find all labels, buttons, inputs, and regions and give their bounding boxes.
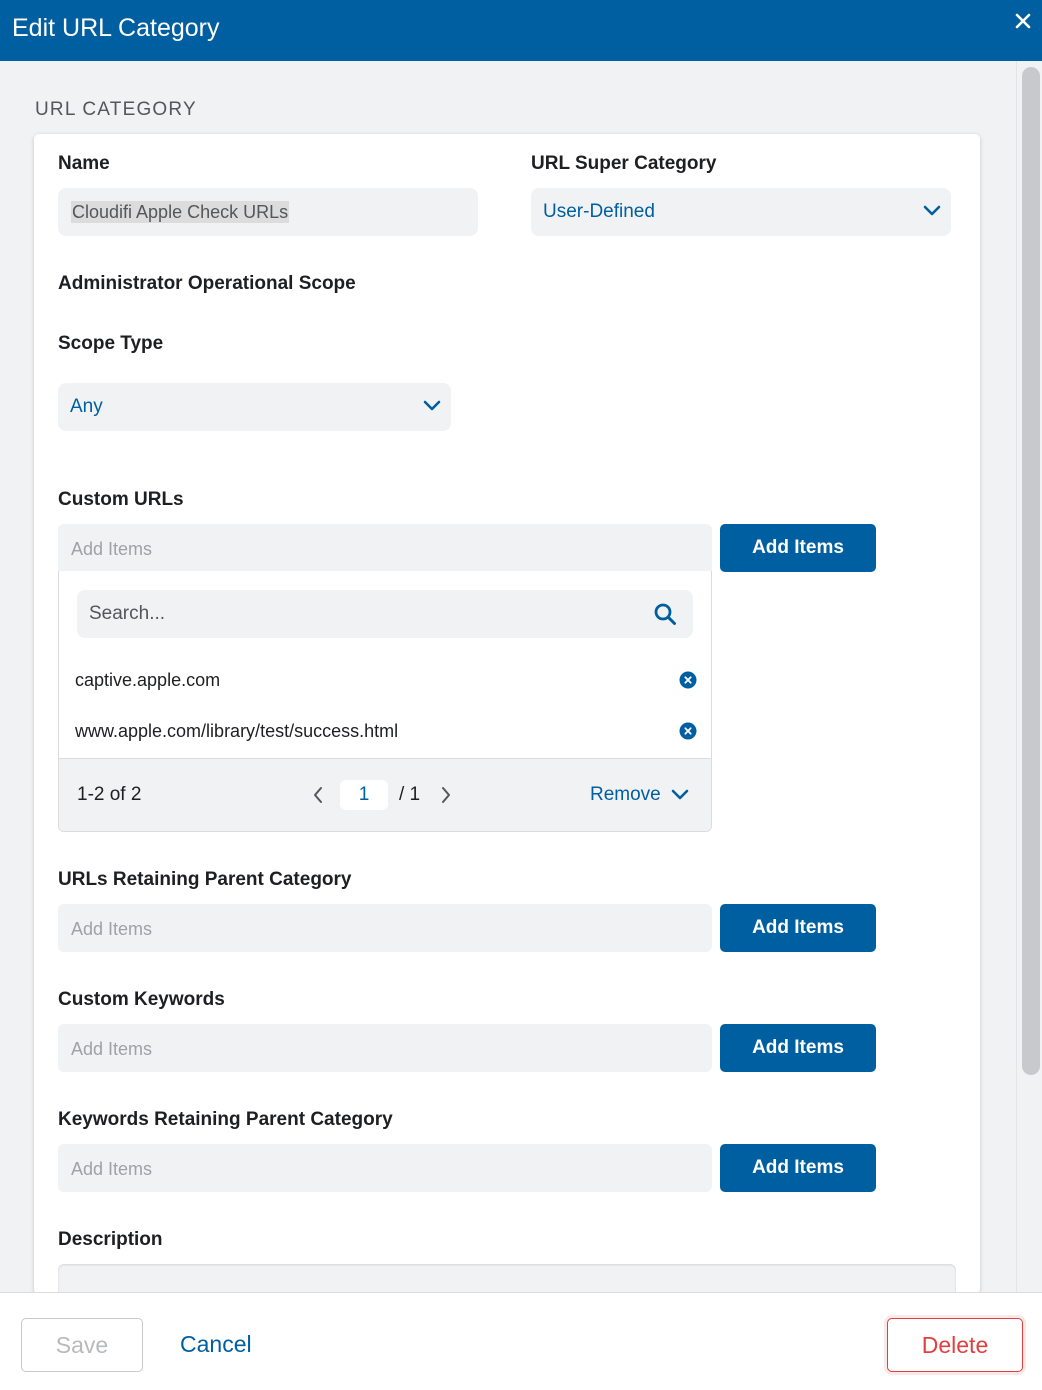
- remove-circle-icon[interactable]: [679, 722, 697, 740]
- keywords-retaining-placeholder: Add Items: [71, 1159, 153, 1179]
- super-category-label: URL Super Category: [531, 153, 717, 174]
- urls-retaining-label: URLs Retaining Parent Category: [58, 869, 352, 890]
- keywords-retaining-input[interactable]: [58, 1144, 712, 1192]
- dialog-title: Edit URL Category: [12, 14, 220, 42]
- name-value: Cloudifi Apple Check URLs: [72, 202, 289, 222]
- url-list-pager: [59, 758, 711, 831]
- chevron-down-icon: [423, 400, 441, 412]
- name-label: Name: [58, 153, 110, 174]
- cancel-button[interactable]: Cancel: [180, 1331, 252, 1357]
- save-button[interactable]: Save: [21, 1318, 143, 1372]
- custom-urls-placeholder: Add Items: [71, 539, 153, 559]
- urls-retaining-add-button[interactable]: Add Items: [720, 904, 876, 952]
- keywords-retaining-label: Keywords Retaining Parent Category: [58, 1109, 393, 1130]
- chevron-down-icon[interactable]: [671, 789, 689, 801]
- close-icon[interactable]: [1012, 10, 1034, 32]
- custom-keywords-add-button[interactable]: Add Items: [720, 1024, 876, 1072]
- custom-urls-add-button[interactable]: Add Items: [720, 524, 876, 572]
- list-item: [59, 659, 711, 703]
- section-label: URL CATEGORY: [35, 99, 197, 120]
- list-item: [59, 710, 711, 754]
- search-icon[interactable]: [653, 602, 677, 626]
- scrollbar-thumb[interactable]: [1022, 67, 1040, 1075]
- description-label: Description: [58, 1229, 163, 1250]
- custom-urls-list-panel: [58, 571, 712, 832]
- dialog-footer: [0, 1292, 1042, 1390]
- keywords-retaining-add-button[interactable]: Add Items: [720, 1144, 876, 1192]
- super-category-value: User-Defined: [543, 201, 655, 222]
- urls-retaining-placeholder: Add Items: [71, 919, 153, 939]
- chevron-right-icon[interactable]: [439, 785, 453, 805]
- url-item-text: www.apple.com/library/test/success.html: [75, 721, 399, 741]
- chevron-down-icon: [923, 205, 941, 217]
- custom-keywords-placeholder: Add Items: [71, 1039, 153, 1059]
- custom-keywords-label: Custom Keywords: [58, 989, 225, 1010]
- admin-scope-label: Administrator Operational Scope: [58, 273, 356, 294]
- url-search-box[interactable]: [77, 590, 693, 638]
- remove-circle-icon[interactable]: [679, 671, 697, 689]
- chevron-left-icon[interactable]: [311, 785, 325, 805]
- custom-urls-input[interactable]: [58, 524, 712, 572]
- custom-urls-label: Custom URLs: [58, 489, 184, 510]
- pager-page-input[interactable]: 1: [340, 780, 388, 810]
- scope-type-value: Any: [70, 396, 103, 417]
- pager-count: 1-2 of 2: [77, 784, 142, 805]
- url-category-card: [34, 134, 980, 1294]
- super-category-select[interactable]: [531, 188, 951, 236]
- delete-button[interactable]: Delete: [887, 1318, 1023, 1372]
- pager-total: / 1: [399, 784, 421, 805]
- urls-retaining-input[interactable]: [58, 904, 712, 952]
- dialog-header: [0, 0, 1042, 61]
- scope-type-label: Scope Type: [58, 333, 164, 354]
- url-search-input[interactable]: [89, 602, 629, 626]
- custom-keywords-input[interactable]: [58, 1024, 712, 1072]
- remove-dropdown-button[interactable]: Remove: [590, 784, 661, 805]
- name-field[interactable]: [58, 188, 478, 236]
- scope-type-select[interactable]: [58, 383, 451, 431]
- url-item-text: captive.apple.com: [75, 670, 221, 690]
